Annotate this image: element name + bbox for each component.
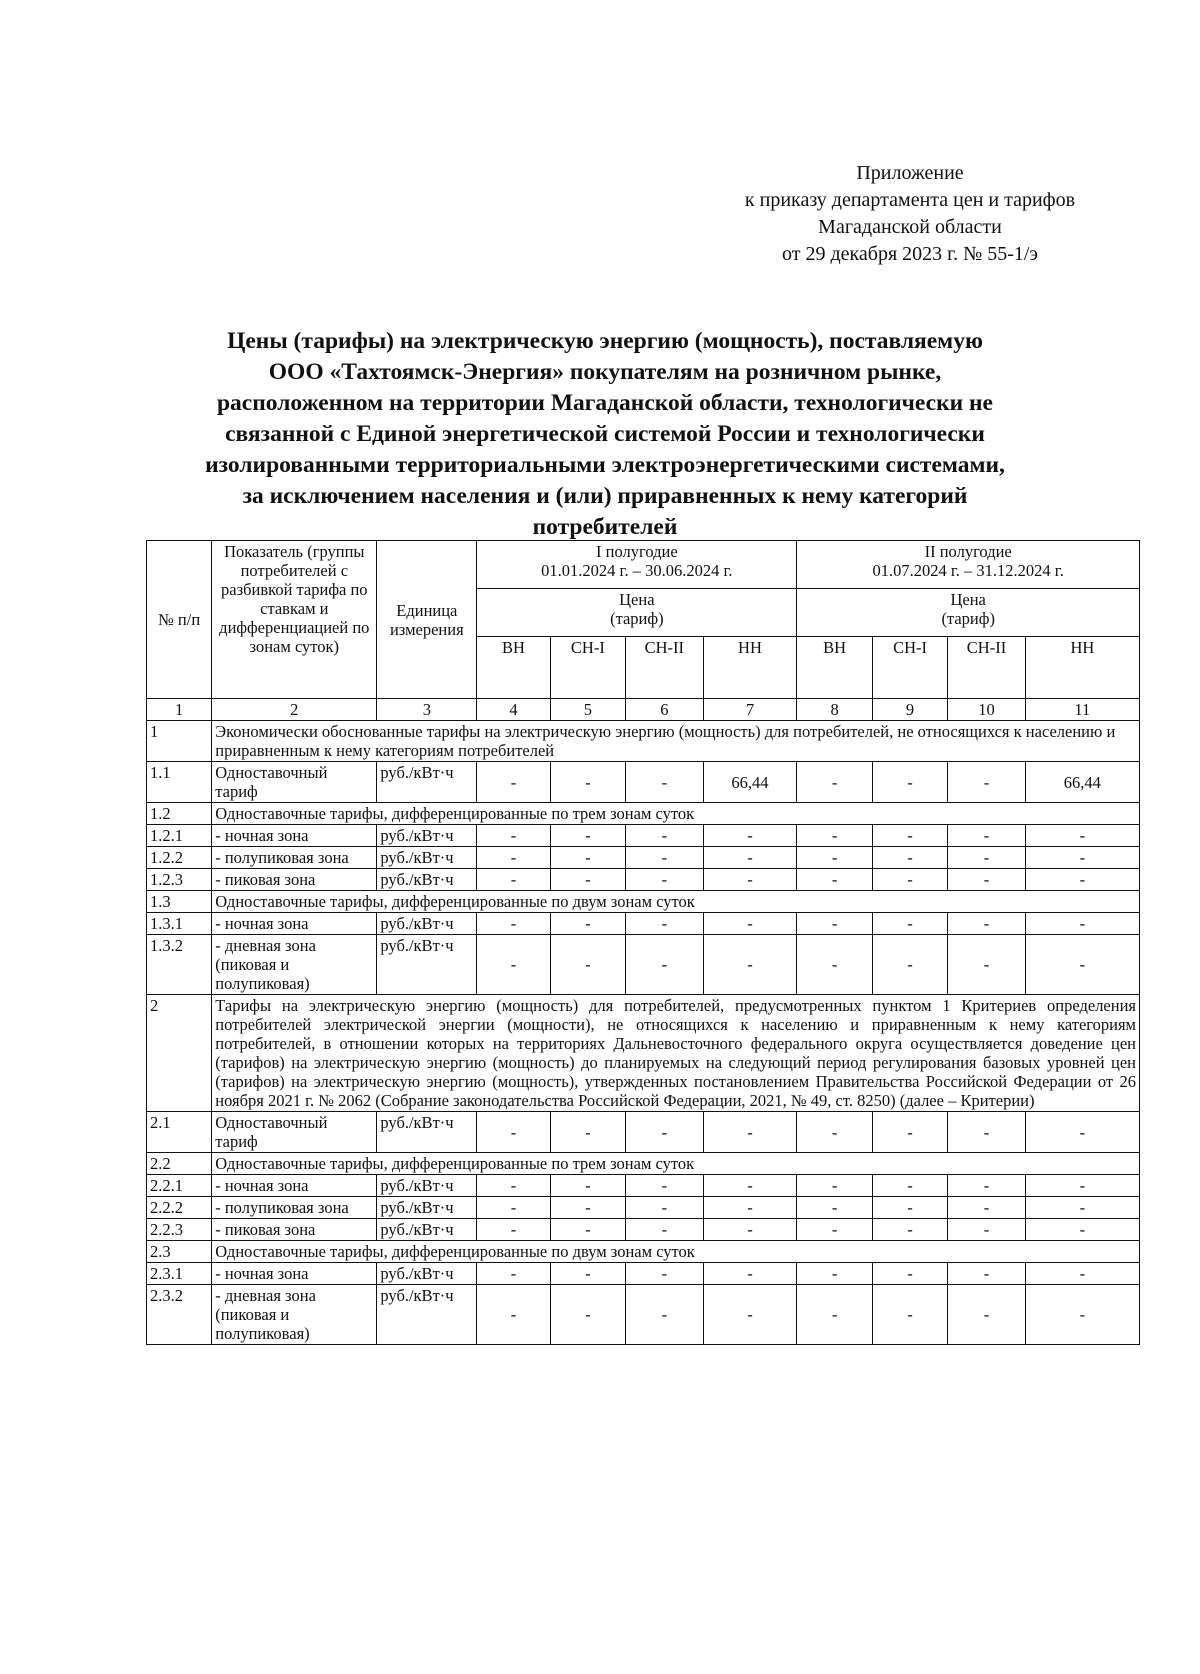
tariff-value: -	[626, 913, 703, 935]
appendix-block	[680, 160, 1140, 268]
tariff-value: -	[948, 869, 1025, 891]
tariff-table	[146, 540, 1140, 1345]
column-number: 9	[872, 699, 947, 721]
tariff-value: -	[703, 1112, 797, 1153]
tariff-value: -	[1025, 1112, 1139, 1153]
category-text: Одноставочные тарифы, дифференцированные по трем зонам суток	[212, 803, 1140, 825]
unit-cell: руб./кВт·ч	[377, 1197, 477, 1219]
tariff-value: -	[550, 1263, 625, 1285]
tariff-value: -	[872, 1197, 947, 1219]
tariff-value: -	[550, 1219, 625, 1241]
header-price-half2	[797, 589, 1140, 637]
column-number: 1	[147, 699, 212, 721]
indicator-name: - дневная зона (пиковая и полупиковая)	[212, 1285, 377, 1345]
title-line: потребителей	[532, 514, 678, 540]
unit-cell: руб./кВт·ч	[377, 1263, 477, 1285]
tariff-value: -	[797, 825, 872, 847]
tariff-value: -	[948, 1197, 1025, 1219]
header-half1	[477, 541, 797, 589]
tariff-value: -	[626, 1219, 703, 1241]
tariff-value: -	[477, 847, 550, 869]
category-text: Одноставочные тарифы, дифференцированные по двум зонам суток	[212, 1241, 1140, 1263]
tariff-value: -	[477, 1175, 550, 1197]
half2-period: 01.07.2024 г. – 31.12.2024 г.	[872, 561, 1064, 580]
tariff-value: -	[477, 1219, 550, 1241]
column-number: 2	[212, 699, 377, 721]
tariff-value: -	[1025, 913, 1139, 935]
appendix-line: от 29 декабря 2023 г. № 55-1/э	[781, 243, 1039, 265]
category-row	[147, 803, 1140, 825]
tariff-value: -	[1025, 1219, 1139, 1241]
tariff-value: -	[948, 1263, 1025, 1285]
level-header: НН	[1025, 637, 1139, 699]
table-row	[147, 1197, 1140, 1219]
tariff-value: -	[626, 847, 703, 869]
tariff-value: -	[797, 869, 872, 891]
tariff-value: -	[550, 1197, 625, 1219]
tariff-value: -	[872, 1285, 947, 1345]
header-indicator: Показатель (группы потребителей с разбивкой тарифа по ставкам и дифференциацией по зонам суток)	[212, 541, 377, 699]
tariff-value: -	[477, 1197, 550, 1219]
table-row	[147, 1175, 1140, 1197]
category-row	[147, 995, 1140, 1112]
table-body	[147, 721, 1140, 1345]
unit-cell: руб./кВт·ч	[377, 869, 477, 891]
level-header: ВН	[477, 637, 550, 699]
tariff-value: -	[550, 935, 625, 995]
header-half2	[797, 541, 1140, 589]
unit-cell: руб./кВт·ч	[377, 847, 477, 869]
tariff-value: -	[1025, 935, 1139, 995]
tariff-value: -	[872, 825, 947, 847]
tariff-value: -	[948, 1112, 1025, 1153]
tariff-value: -	[477, 1285, 550, 1345]
category-row	[147, 721, 1140, 762]
column-number: 5	[550, 699, 625, 721]
column-number: 3	[377, 699, 477, 721]
half1-period: 01.01.2024 г. – 30.06.2024 г.	[541, 561, 733, 580]
indicator-name: Одноставочный тариф	[212, 762, 377, 803]
title-line: изолированными территориальными электроэнергетическими системами,	[205, 452, 1005, 478]
tariff-value: -	[1025, 1175, 1139, 1197]
half2-title: II полугодие	[924, 542, 1012, 561]
tariff-value: -	[703, 935, 797, 995]
tariff-value: -	[797, 847, 872, 869]
indicator-name: Одноставочный тариф	[212, 1112, 377, 1153]
column-number: 10	[948, 699, 1025, 721]
tariff-value: -	[872, 847, 947, 869]
row-number: 2.3	[147, 1241, 212, 1263]
level-header: СН-II	[948, 637, 1025, 699]
column-number: 6	[626, 699, 703, 721]
level-header: СН-II	[626, 637, 703, 699]
tariff-value: -	[948, 935, 1025, 995]
tariff-value: 66,44	[1025, 762, 1139, 803]
tariff-value: -	[948, 847, 1025, 869]
indicator-name: - пиковая зона	[212, 869, 377, 891]
title-line: связанной с Единой энергетической системой России и технологически	[225, 421, 985, 447]
tariff-value: -	[872, 913, 947, 935]
price-label: Цена	[619, 590, 655, 609]
row-number: 1.2.1	[147, 825, 212, 847]
table-row	[147, 847, 1140, 869]
tariff-value: -	[1025, 1285, 1139, 1345]
indicator-name: - ночная зона	[212, 825, 377, 847]
table-row	[147, 869, 1140, 891]
tariff-value: -	[703, 847, 797, 869]
unit-cell: руб./кВт·ч	[377, 1285, 477, 1345]
tariff-value: -	[797, 1285, 872, 1345]
tariff-value: -	[797, 935, 872, 995]
tariff-value: -	[872, 1175, 947, 1197]
unit-cell: руб./кВт·ч	[377, 1112, 477, 1153]
unit-cell: руб./кВт·ч	[377, 1175, 477, 1197]
tariff-value: -	[797, 762, 872, 803]
tariff-value: -	[477, 869, 550, 891]
table-row	[147, 1219, 1140, 1241]
tariff-value: -	[1025, 1197, 1139, 1219]
tariff-value: -	[872, 935, 947, 995]
unit-cell: руб./кВт·ч	[377, 762, 477, 803]
category-text: Одноставочные тарифы, дифференцированные по двум зонам суток	[212, 891, 1140, 913]
document-title	[150, 326, 1060, 543]
tariff-value: -	[703, 1285, 797, 1345]
tariff-value: 66,44	[703, 762, 797, 803]
tariff-value: -	[797, 1219, 872, 1241]
row-number: 1	[147, 721, 212, 762]
tariff-value: -	[626, 1197, 703, 1219]
indicator-name: - дневная зона (пиковая и полупиковая)	[212, 935, 377, 995]
row-number: 2.2.2	[147, 1197, 212, 1219]
tariff-value: -	[703, 869, 797, 891]
tariff-value: -	[872, 869, 947, 891]
row-number: 2.2.1	[147, 1175, 212, 1197]
table-row	[147, 1112, 1140, 1153]
tariff-value: -	[872, 762, 947, 803]
title-line: за исключением населения и (или) приравненных к нему категорий	[242, 483, 968, 509]
tariff-value: -	[550, 847, 625, 869]
level-header: СН-I	[550, 637, 625, 699]
tariff-value: -	[477, 762, 550, 803]
category-row	[147, 1153, 1140, 1175]
tariff-value: -	[477, 825, 550, 847]
row-number: 1.3.1	[147, 913, 212, 935]
header-price-half1	[477, 589, 797, 637]
indicator-name: - полупиковая зона	[212, 1197, 377, 1219]
tariff-value: -	[948, 913, 1025, 935]
tariff-value: -	[626, 1285, 703, 1345]
tariff-value: -	[1025, 847, 1139, 869]
row-number: 1.2.3	[147, 869, 212, 891]
table-row	[147, 762, 1140, 803]
category-row	[147, 891, 1140, 913]
level-header: НН	[703, 637, 797, 699]
unit-cell: руб./кВт·ч	[377, 913, 477, 935]
tariff-value: -	[1025, 869, 1139, 891]
row-number: 1.3.2	[147, 935, 212, 995]
half1-title: I полугодие	[596, 542, 678, 561]
indicator-name: - ночная зона	[212, 913, 377, 935]
row-number: 2.3.1	[147, 1263, 212, 1285]
category-text: Тарифы на электрическую энергию (мощность) для потребителей, предусмотренных пунктом 1 Критериев определения потребителей электрической энергии (мощности), не относящихся к населению и приравненным к нему категориям потребителей, в отношении которых на территориях Дальневосточного федерального округа осуществляется доведение цен (тарифов) на электрическую энергию (мощность) до планируемых на следующий период регулирования базовых уровней цен (тарифов) на электрическую энергию (мощность), утвержденных постановлением Правительства Российской Федерации от 26 ноября 2021 г. № 2062 (Собрание законодательства Российской Федерации, 2021, № 49, ст. 8250) (далее – Критерии)	[212, 995, 1140, 1112]
appendix-line: Магаданской области	[818, 216, 1002, 238]
table-row	[147, 1263, 1140, 1285]
row-number: 1.1	[147, 762, 212, 803]
tariff-value: -	[797, 1197, 872, 1219]
tariff-value: -	[872, 1219, 947, 1241]
tariff-value: -	[1025, 825, 1139, 847]
price-sub: (тариф)	[941, 609, 995, 628]
tariff-value: -	[703, 1219, 797, 1241]
appendix-line: к приказу департамента цен и тарифов	[744, 189, 1076, 211]
price-label: Цена	[950, 590, 986, 609]
tariff-value: -	[550, 1112, 625, 1153]
tariff-value: -	[797, 913, 872, 935]
column-number: 7	[703, 699, 797, 721]
row-number: 2.2	[147, 1153, 212, 1175]
tariff-value: -	[703, 913, 797, 935]
indicator-name: - пиковая зона	[212, 1219, 377, 1241]
tariff-value: -	[626, 762, 703, 803]
tariff-value: -	[550, 1285, 625, 1345]
tariff-value: -	[477, 935, 550, 995]
row-number: 1.2	[147, 803, 212, 825]
tariff-value: -	[872, 1112, 947, 1153]
unit-cell: руб./кВт·ч	[377, 825, 477, 847]
tariff-value: -	[1025, 1263, 1139, 1285]
tariff-value: -	[550, 825, 625, 847]
tariff-value: -	[797, 1175, 872, 1197]
tariff-value: -	[703, 825, 797, 847]
row-number: 1.2.2	[147, 847, 212, 869]
row-number: 2.3.2	[147, 1285, 212, 1345]
header-num: № п/п	[147, 541, 212, 699]
tariff-value: -	[626, 935, 703, 995]
row-number: 2.1	[147, 1112, 212, 1153]
level-header: СН-I	[872, 637, 947, 699]
tariff-value: -	[550, 1175, 625, 1197]
title-line: ООО «Тахтоямск-Энергия» покупателям на розничном рынке,	[268, 359, 942, 385]
tariff-value: -	[626, 1263, 703, 1285]
tariff-value: -	[626, 825, 703, 847]
price-sub: (тариф)	[610, 609, 664, 628]
appendix-line: Приложение	[856, 162, 964, 184]
table-row	[147, 1285, 1140, 1345]
tariff-value: -	[477, 913, 550, 935]
title-line: расположенном на территории Магаданской области, технологически не	[216, 390, 993, 416]
unit-cell: руб./кВт·ч	[377, 935, 477, 995]
unit-cell: руб./кВт·ч	[377, 1219, 477, 1241]
tariff-value: -	[550, 913, 625, 935]
category-row	[147, 1241, 1140, 1263]
category-text: Одноставочные тарифы, дифференцированные по трем зонам суток	[212, 1153, 1140, 1175]
tariff-value: -	[477, 1112, 550, 1153]
tariff-value: -	[703, 1175, 797, 1197]
table-row	[147, 825, 1140, 847]
title-line: Цены (тарифы) на электрическую энергию (мощность), поставляемую	[227, 328, 983, 354]
tariff-value: -	[948, 1175, 1025, 1197]
level-header: ВН	[797, 637, 872, 699]
column-number: 8	[797, 699, 872, 721]
indicator-name: - ночная зона	[212, 1175, 377, 1197]
tariff-value: -	[797, 1112, 872, 1153]
tariff-value: -	[626, 1112, 703, 1153]
indicator-name: - ночная зона	[212, 1263, 377, 1285]
tariff-value: -	[948, 1285, 1025, 1345]
tariff-value: -	[550, 869, 625, 891]
tariff-value: -	[626, 1175, 703, 1197]
tariff-value: -	[948, 825, 1025, 847]
row-number: 2.2.3	[147, 1219, 212, 1241]
table-row	[147, 935, 1140, 995]
row-number: 1.3	[147, 891, 212, 913]
tariff-value: -	[872, 1263, 947, 1285]
column-number: 11	[1025, 699, 1139, 721]
tariff-value: -	[550, 762, 625, 803]
tariff-value: -	[477, 1263, 550, 1285]
header-unit: Единица измерения	[377, 541, 477, 699]
column-number: 4	[477, 699, 550, 721]
tariff-value: -	[797, 1263, 872, 1285]
tariff-value: -	[948, 762, 1025, 803]
tariff-value: -	[703, 1197, 797, 1219]
tariff-value: -	[948, 1219, 1025, 1241]
category-text: Экономически обоснованные тарифы на электрическую энергию (мощность) для потребителей, не относящихся к населению и приравненным к нему категориям потребителей	[212, 721, 1140, 762]
tariff-value: -	[703, 1263, 797, 1285]
tariff-value: -	[626, 869, 703, 891]
row-number: 2	[147, 995, 212, 1112]
indicator-name: - полупиковая зона	[212, 847, 377, 869]
table-row	[147, 913, 1140, 935]
